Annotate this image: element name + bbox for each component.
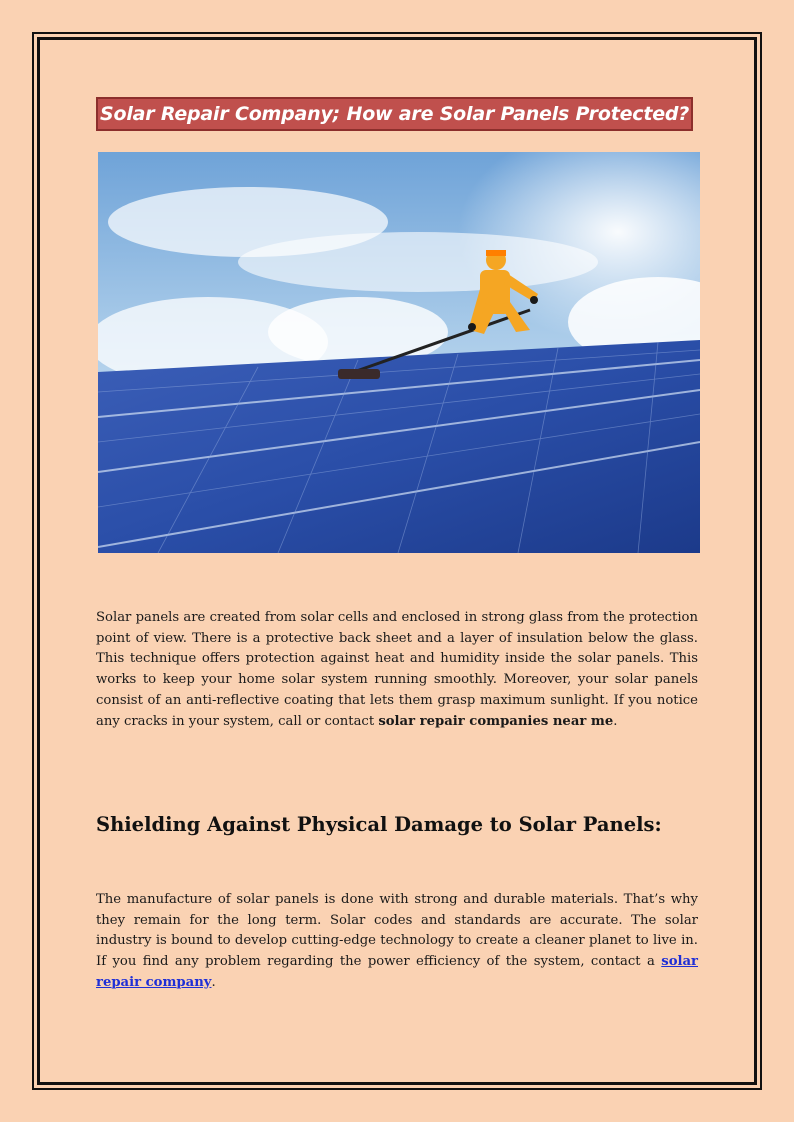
solar-repair-company-link[interactable]: solar repair company xyxy=(96,954,698,990)
section-heading: Shielding Against Physical Damage to Solar Panels: xyxy=(96,813,662,836)
intro-paragraph xyxy=(96,608,698,732)
intro-paragraph-end: . xyxy=(613,713,618,729)
damage-paragraph-text: The manufacture of solar panels is done with strong and durable materials. That’s why they remain for the long term. Solar codes and standards are accurate. The solar industry is bound to develop cutting-edge technology to create a cleaner planet to live in. If you find any problem regarding the power efficiency of the system, contact a xyxy=(96,892,698,970)
page-title: Solar Repair Company; How are Solar Panels Protected? xyxy=(100,103,690,125)
damage-paragraph-end: . xyxy=(211,974,216,990)
solar-repair-near-me-keyword: solar repair companies near me xyxy=(378,713,614,729)
damage-paragraph xyxy=(96,890,698,994)
title-banner xyxy=(96,97,693,131)
intro-paragraph-text: Solar panels are created from solar cells and enclosed in strong glass from the protection point of view. There is a protective back sheet and a layer of insulation below the glass. This technique offers protection against heat and humidity inside the solar panels. This works to keep your home solar system running smoothly. Moreover, your solar panels consist of an anti-reflective coating that lets them grasp maximum sunlight. If you notice any cracks in your system, call or contact xyxy=(96,610,698,729)
solar-panel-cleaning-photo xyxy=(98,152,700,553)
